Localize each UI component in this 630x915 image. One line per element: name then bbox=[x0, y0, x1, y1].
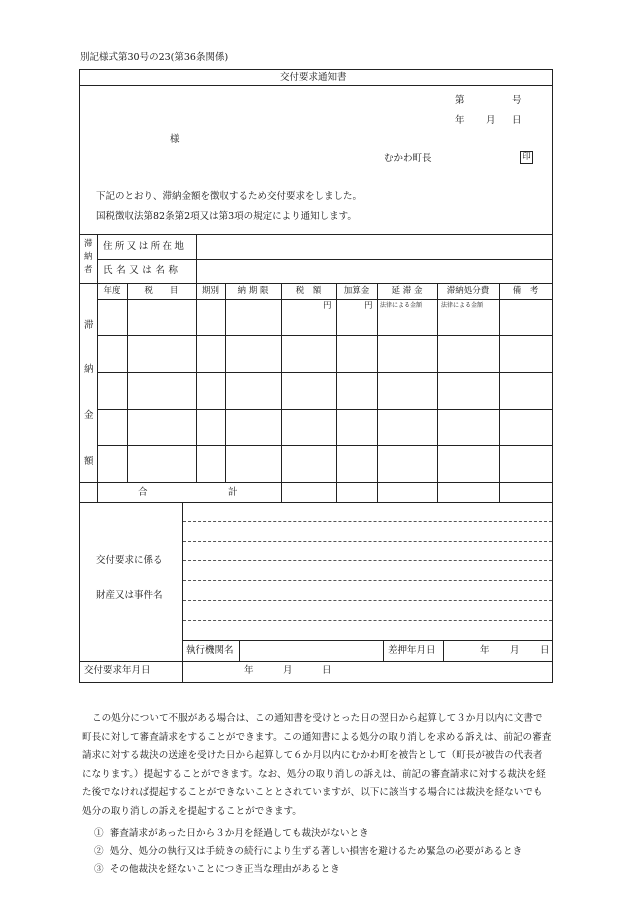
address-label: 住所又は所在地 bbox=[103, 241, 187, 252]
date-nen: 年 bbox=[455, 115, 465, 126]
header-delinquency-charge: 延 滞 金 bbox=[391, 286, 423, 296]
appeal-notice-paragraph: この処分について不服がある場合は、この通知書を受けとった日の翌日から起算して３か月以内に文書で町長に対して審査請求をすることができます。この通知書による処分の取り消しを求める訴えは、前記の審査請求に対する裁決の送達を受けた日から起算して６か月以内にむかわ町を被告として（町長が被告の代表者になります。）提起することができます。なお、処分の取り消しの訴えは、前記の審査請求に対する裁決を経た後でなければ提起することができないこととされていますが、以下に該当する場合には裁決を経ないでも処分の取り消しの訴えを提起することができます。 bbox=[82, 713, 552, 817]
date-hi: 日 bbox=[512, 115, 522, 126]
frame-bottom bbox=[79, 682, 553, 683]
notice-item-2 bbox=[94, 843, 522, 857]
agency-label: 執行機関名 bbox=[186, 645, 234, 656]
amount-side-4: 額 bbox=[84, 456, 94, 467]
frame-left bbox=[79, 69, 80, 683]
notice-item-2-text: 処分、処分の執行又は手続きの続行により生ずる著しい損害を避けるため緊急の必要があるとき bbox=[109, 846, 523, 857]
header-disposition-cost: 滞納処分費 bbox=[446, 286, 490, 296]
notice-item-1-mark: ① bbox=[94, 828, 104, 839]
name-label: 氏名又は名称 bbox=[103, 265, 182, 276]
total-label-left: 合 bbox=[138, 487, 148, 498]
header-tax-amount: 税 額 bbox=[295, 286, 322, 296]
notice-item-3-text: その他裁決を経ないことにつき正当な理由があるとき bbox=[109, 864, 340, 875]
request-date-nen: 年 bbox=[244, 665, 254, 676]
seizure-date-tsuki: 月 bbox=[510, 645, 520, 656]
frame-right bbox=[552, 69, 553, 683]
seal-mark: 印 bbox=[520, 151, 533, 164]
notice-item-3 bbox=[94, 861, 340, 875]
header-period: 期別 bbox=[201, 286, 219, 296]
document-title: 交付要求通知書 bbox=[280, 72, 347, 83]
amount-side-1: 滞 bbox=[84, 320, 94, 331]
seizure-date-label: 差押年月日 bbox=[388, 645, 436, 656]
header-remarks: 備 考 bbox=[512, 286, 539, 296]
date-tsuki: 月 bbox=[486, 115, 496, 126]
body-line-2: 国税徴収法第82条第2項又は第3項の規定により通知します。 bbox=[96, 211, 357, 222]
request-date-label: 交付要求年月日 bbox=[84, 665, 151, 676]
header-year: 年度 bbox=[103, 286, 121, 296]
unit-yen-tax: 円 bbox=[323, 301, 332, 311]
notice-item-2-mark: ② bbox=[94, 846, 104, 857]
number-dai: 第 bbox=[455, 95, 465, 106]
request-date-tsuki: 月 bbox=[283, 665, 293, 676]
form-reference: 別記様式第30号の23(第36条関係) bbox=[80, 52, 229, 63]
body-line-1: 下記のとおり、滞納金額を徴収するため交付要求をしました。 bbox=[96, 191, 363, 202]
total-label-right: 計 bbox=[228, 487, 238, 498]
number-go: 号 bbox=[512, 95, 522, 106]
note-delinquency-legal: 法律による金額 bbox=[380, 302, 423, 309]
note-disposition-legal: 法律による金額 bbox=[441, 302, 484, 309]
property-label-2: 財産又は事件名 bbox=[96, 590, 163, 601]
issuer-name: むかわ町長 bbox=[384, 153, 432, 164]
header-additional-tax: 加算金 bbox=[343, 286, 370, 296]
header-tax-item: 税 目 bbox=[144, 286, 179, 296]
frame-top bbox=[79, 69, 553, 70]
amount-side-2: 納 bbox=[84, 364, 94, 375]
addressee-suffix: 様 bbox=[170, 134, 180, 145]
notice-item-1-text: 審査請求があった日から３か月を経過しても裁決がないとき bbox=[109, 828, 369, 839]
request-date-hi: 日 bbox=[322, 665, 332, 676]
header-due-date: 納 期 限 bbox=[237, 286, 269, 296]
delinquent-side-3: 者 bbox=[84, 265, 93, 275]
property-label-1: 交付要求に係る bbox=[96, 555, 163, 566]
delinquent-side-1: 滞 bbox=[84, 239, 93, 249]
notice-item-3-mark: ③ bbox=[94, 864, 104, 875]
delinquent-side-2: 納 bbox=[84, 252, 93, 262]
unit-yen-additional: 円 bbox=[364, 301, 373, 311]
seizure-date-nen: 年 bbox=[480, 645, 490, 656]
notice-item-1 bbox=[94, 825, 369, 839]
amount-side-3: 金 bbox=[84, 410, 94, 421]
seizure-date-hi: 日 bbox=[540, 645, 550, 656]
